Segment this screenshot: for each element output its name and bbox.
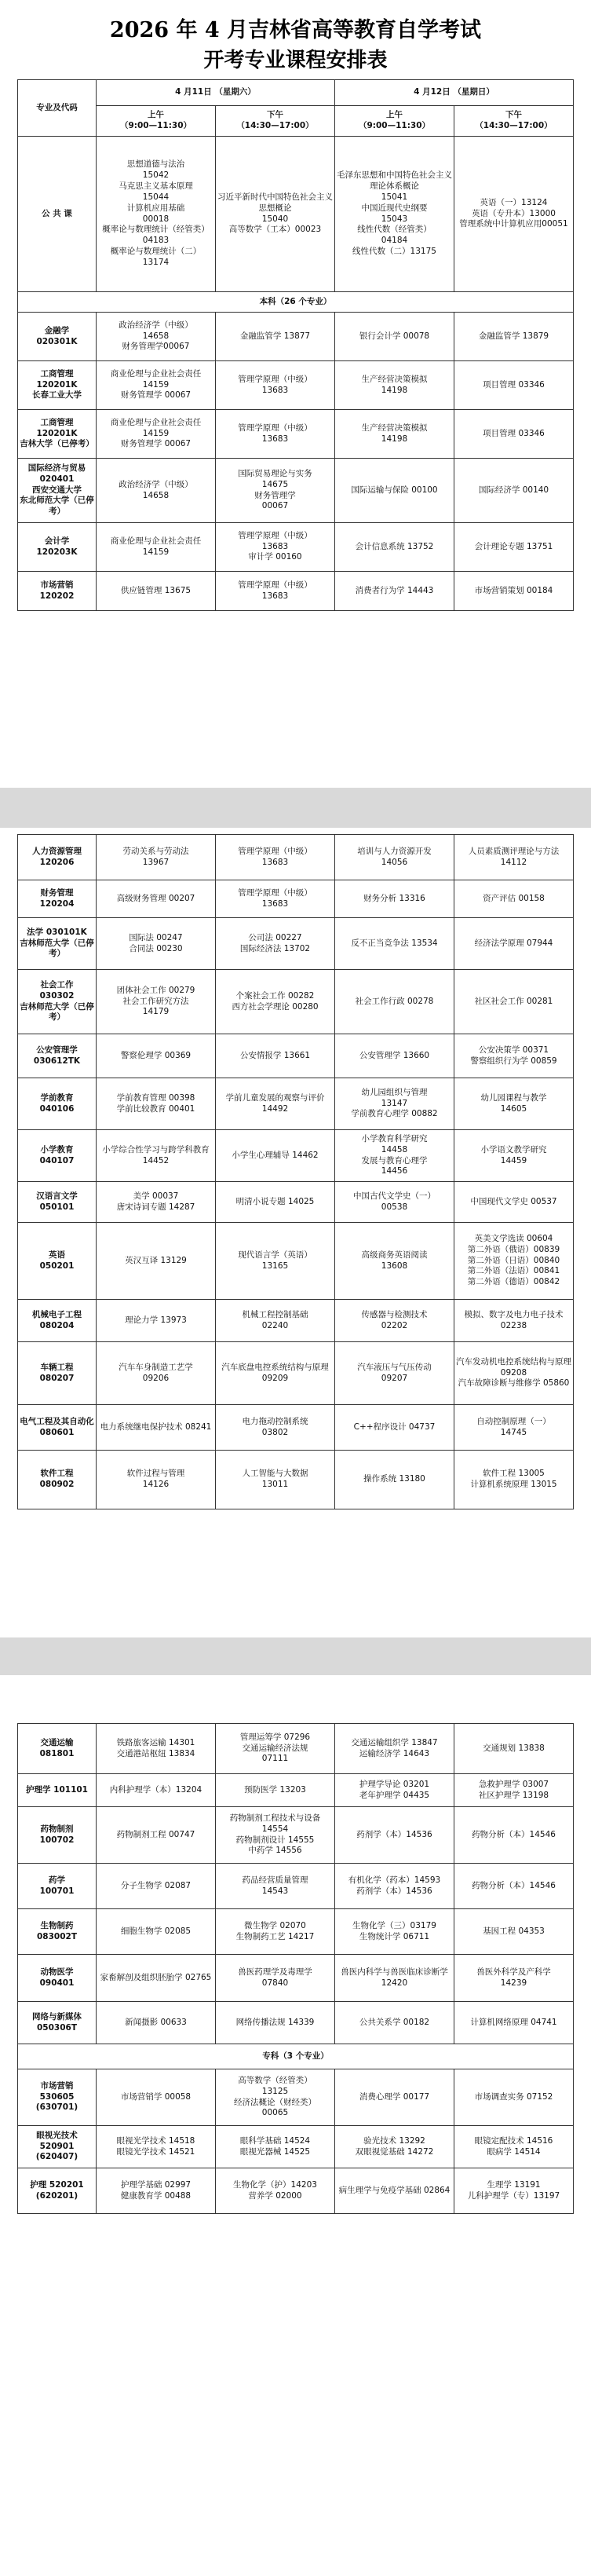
major-row [18,2069,574,2126]
course-cell: 药物分析（本）14546 [454,1807,574,1864]
major-row [18,572,574,611]
major-row [18,835,574,880]
major-row [18,1405,574,1451]
day2-am-header: 上午 （9:00—11:30） [335,106,454,137]
course-cell: 药物制剂工程技术与设备 14554 药物制剂设计 14555 中药学 14556 [216,1807,335,1864]
course-cell: 项目管理 03346 [454,410,574,459]
public-cell: 毛泽东思想和中国特色社会主义理论体系概论 15041 中国近现代史纲要 15043 线性代数（经管类） 04184 线性代数（二）13175 [335,137,454,292]
course-cell: 汽车发动机电控系统结构与原理 09208 汽车故障诊断与维修学 05860 [454,1342,574,1405]
course-cell: 劳动关系与劳动法 13967 [97,835,216,880]
major-name: 国际经济与贸易 020401 西安交通大学 东北师范大学（已停考） [18,459,97,523]
major-name: 护理 520201 (620201) [18,2168,97,2214]
course-cell: 消费者行为学 14443 [335,572,454,611]
course-cell: 高级商务英语阅读 13608 [335,1223,454,1300]
major-name: 会计学 120203K [18,523,97,572]
major-name: 生物制药 083002T [18,1909,97,1955]
course-cell: 小学教育科学研究 14458 发展与教育心理学 14456 [335,1130,454,1182]
course-cell: 幼儿园课程与教学 14605 [454,1078,574,1130]
course-cell: 计算机网络原理 04741 [454,2002,574,2044]
course-cell: 小学语文教学研究 14459 [454,1130,574,1182]
page-gap [0,788,591,828]
major-row [18,1774,574,1807]
course-cell: 管理学原理（中级） 13683 [216,880,335,918]
course-cell: 新闻摄影 00633 [97,2002,216,2044]
major-row [18,1864,574,1909]
public-cell: 思想道德与法治 15042 马克思主义基本原理 15044 计算机应用基础 00018 概率论与数理统计（经管类）04183 概率论与数理统计（二）13174 [97,137,216,292]
course-cell: 生理学 13191 儿科护理学（专）13197 [454,2168,574,2214]
course-cell: 商业伦理与企业社会责任 14159 财务管理学 00067 [97,361,216,410]
schedule-table-page-2 [17,834,574,1509]
day2-header: 4 月12日 （星期日） [335,80,574,106]
major-name: 工商管理 120201K 吉林大学（已停考） [18,410,97,459]
course-cell: 会计信息系统 13752 [335,523,454,572]
course-cell: 管理运筹学 07296 交通运输经济法规 07111 [216,1724,335,1774]
major-row [18,1223,574,1300]
major-name: 学前教育 040106 [18,1078,97,1130]
course-cell: 生产经营决策模拟 14198 [335,410,454,459]
course-cell: 微生物学 02070 生物制药工艺 14217 [216,1909,335,1955]
course-cell: 国际经济学 00140 [454,459,574,523]
document-title: 2026 年 4 月吉林省高等教育自学考试 [109,18,482,42]
major-name: 工商管理 120201K 长春工业大学 [18,361,97,410]
major-name: 交通运输 081801 [18,1724,97,1774]
major-row [18,1182,574,1223]
public-cell: 习近平新时代中国特色社会主义思想概论 15040 高等数学（工本）00023 [216,137,335,292]
course-cell: 交通规划 13838 [454,1724,574,1774]
course-cell: 网络传播法规 14339 [216,2002,335,2044]
major-name: 金融学 020301K [18,313,97,361]
document-subtitle: 开考专业课程安排表 [203,49,388,72]
course-cell: 分子生物学 02087 [97,1864,216,1909]
major-row [18,523,574,572]
course-cell: 软件工程 13005 计算机系统原理 13015 [454,1451,574,1509]
course-cell: 兽医药理学及毒理学 07840 [216,1955,335,2002]
course-cell: 家畜解剖及组织胚胎学 02765 [97,1955,216,2002]
course-cell: 管理学原理（中级） 13683 [216,410,335,459]
course-cell: 国际法 00247 合同法 00230 [97,918,216,970]
course-cell: 兽医外科学及产科学 14239 [454,1955,574,2002]
course-cell: 预防医学 13203 [216,1774,335,1807]
course-cell: 供应链管理 13675 [97,572,216,611]
course-cell: 管理学原理（中级） 13683 [216,361,335,410]
major-row [18,313,574,361]
course-cell: 基因工程 04353 [454,1909,574,1955]
course-cell: 英美文学选读 00604 第二外语（俄语）00839 第二外语（日语）00840 第二外语（法语）00841 第二外语（德语）00842 [454,1223,574,1300]
course-cell: 病生理学与免疫学基础 02864 [335,2168,454,2214]
course-cell: 人员素质测评理论与方法 14112 [454,835,574,880]
course-cell: 管理学原理（中级） 13683 审计学 00160 [216,523,335,572]
major-column-header: 专业及代码 [18,80,97,137]
major-row [18,1909,574,1955]
major-name: 软件工程 080902 [18,1451,97,1509]
course-cell: 高级财务管理 00207 [97,880,216,918]
major-name: 汉语言文学 050101 [18,1182,97,1223]
day1-pm-header: 下午 （14:30—17:00） [216,106,335,137]
course-cell: 管理学原理（中级） 13683 [216,572,335,611]
course-cell: 生物化学（三）03179 生物统计学 06711 [335,1909,454,1955]
major-name: 英语 050201 [18,1223,97,1300]
course-cell: 公安管理学 13660 [335,1034,454,1078]
course-cell: 机械工程控制基础 02240 [216,1300,335,1342]
major-name: 电气工程及其自动化 080601 [18,1405,97,1451]
course-cell: 药物制剂工程 00747 [97,1807,216,1864]
course-cell: 警察伦理学 00369 [97,1034,216,1078]
course-cell: 学前儿童发展的观察与评价 14492 [216,1078,335,1130]
course-cell: 生产经营决策模拟 14198 [335,361,454,410]
major-row [18,1130,574,1182]
course-cell: 中国现代文学史 00537 [454,1182,574,1223]
course-cell: 经济法学原理 07944 [454,918,574,970]
major-row [18,2126,574,2168]
course-cell: 美学 00037 唐宋诗词专题 14287 [97,1182,216,1223]
course-cell: 反不正当竞争法 13534 [335,918,454,970]
course-cell: 管理学原理（中级） 13683 [216,835,335,880]
course-cell: 模拟、数字及电力电子技术 02238 [454,1300,574,1342]
course-cell: 公司法 00227 国际经济法 13702 [216,918,335,970]
major-name: 药学 100701 [18,1864,97,1909]
section-college: 专科（3 个专业） [18,2044,574,2069]
course-cell: 公安情报学 13661 [216,1034,335,1078]
course-cell: 传感器与检测技术 02202 [335,1300,454,1342]
major-name: 法学 030101K 吉林师范大学（已停考） [18,918,97,970]
course-cell: 眼科学基础 14524 眼视光器械 14525 [216,2126,335,2168]
day1-header: 4 月11日 （星期六） [97,80,335,106]
course-cell: 政治经济学（中级） 14658 [97,459,216,523]
course-cell: 电力系统继电保护技术 08241 [97,1405,216,1451]
course-cell: 资产评估 00158 [454,880,574,918]
course-cell: 验光技术 13292 双眼视觉基础 14272 [335,2126,454,2168]
course-cell: 英汉互译 13129 [97,1223,216,1300]
course-cell: 市场营销学 00058 [97,2069,216,2126]
course-cell: 内科护理学（本）13204 [97,1774,216,1807]
course-cell: 软件过程与管理 14126 [97,1451,216,1509]
course-cell: 银行会计学 00078 [335,313,454,361]
course-cell: 铁路旅客运输 14301 交通港站枢纽 13834 [97,1724,216,1774]
course-cell: 药剂学（本）14536 [335,1807,454,1864]
course-cell: 电力拖动控制系统 03802 [216,1405,335,1451]
course-cell: 小学综合性学习与跨学科教育 14452 [97,1130,216,1182]
major-row [18,1451,574,1509]
major-name: 社会工作 030302 吉林师范大学（已停考） [18,970,97,1034]
course-cell: 急救护理学 03007 社区护理学 13198 [454,1774,574,1807]
course-cell: C++程序设计 04737 [335,1405,454,1451]
public-course-label: 公 共 课 [18,137,97,292]
course-cell: 市场调查实务 07152 [454,2069,574,2126]
course-cell: 社区社会工作 00281 [454,970,574,1034]
major-row [18,880,574,918]
section-undergrad: 本科（26 个专业） [18,292,574,313]
course-cell: 项目管理 03346 [454,361,574,410]
major-name: 机械电子工程 080204 [18,1300,97,1342]
course-cell: 团体社会工作 00279 社会工作研究方法 14179 [97,970,216,1034]
major-row [18,1807,574,1864]
course-cell: 政治经济学（中级） 14658 财务管理学00067 [97,313,216,361]
course-cell: 高等数学（经管类） 13125 经济法概论（财经类） 00065 [216,2069,335,2126]
major-name: 药物制剂 100702 [18,1807,97,1864]
course-cell: 公共关系学 00182 [335,2002,454,2044]
major-name: 市场营销 530605 (630701) [18,2069,97,2126]
course-cell: 商业伦理与企业社会责任 14159 财务管理学 00067 [97,410,216,459]
course-cell: 细胞生物学 02085 [97,1909,216,1955]
course-cell: 个案社会工作 00282 西方社会学理论 00280 [216,970,335,1034]
course-cell: 生物化学（护）14203 营养学 02000 [216,2168,335,2214]
course-cell: 公安决策学 00371 警察组织行为学 00859 [454,1034,574,1078]
major-row [18,1342,574,1405]
course-cell: 自动控制原理（一） 14745 [454,1405,574,1451]
major-row [18,361,574,410]
course-cell: 幼儿园组织与管理 13147 学前教育心理学 00882 [335,1078,454,1130]
course-cell: 现代语言学（英语） 13165 [216,1223,335,1300]
major-row [18,2168,574,2214]
course-cell: 培训与人力资源开发 14056 [335,835,454,880]
major-name: 公安管理学 030612TK [18,1034,97,1078]
course-cell: 国际贸易理论与实务 14675 财务管理学 00067 [216,459,335,523]
course-cell: 理论力学 13973 [97,1300,216,1342]
major-row [18,1955,574,2002]
major-name: 网络与新媒体 050306T [18,2002,97,2044]
major-name: 小学教育 040107 [18,1130,97,1182]
schedule-table-page-3 [17,1723,574,2214]
course-cell: 操作系统 13180 [335,1451,454,1509]
course-cell: 明清小说专题 14025 [216,1182,335,1223]
major-name: 财务管理 120204 [18,880,97,918]
course-cell: 社会工作行政 00278 [335,970,454,1034]
major-row [18,2002,574,2044]
course-cell: 学前教育管理 00398 学前比较教育 00401 [97,1078,216,1130]
day2-pm-header: 下午 （14:30—17:00） [454,106,574,137]
major-row [18,918,574,970]
course-cell: 人工智能与大数据 13011 [216,1451,335,1509]
public-cell: 英语（一）13124 英语（专升本）13000 管理系统中计算机应用00051 [454,137,574,292]
major-name: 眼视光技术 520901 (620407) [18,2126,97,2168]
course-cell: 中国古代文学史（一） 00538 [335,1182,454,1223]
public-course-row [18,137,574,292]
major-row [18,970,574,1034]
course-cell: 会计理论专题 13751 [454,523,574,572]
course-cell: 兽医内科学与兽医临床诊断学 12420 [335,1955,454,2002]
major-row [18,1034,574,1078]
major-row [18,1300,574,1342]
major-name: 车辆工程 080207 [18,1342,97,1405]
major-row [18,1078,574,1130]
course-cell: 药物分析（本）14546 [454,1864,574,1909]
course-cell: 汽车底盘电控系统结构与原理 09209 [216,1342,335,1405]
major-row [18,459,574,523]
course-cell: 护理学基础 02997 健康教育学 00488 [97,2168,216,2214]
major-row [18,410,574,459]
course-cell: 交通运输组织学 13847 运输经济学 14643 [335,1724,454,1774]
course-cell: 商业伦理与企业社会责任 14159 [97,523,216,572]
schedule-table-page-1 [17,79,574,611]
course-cell: 国际运输与保险 00100 [335,459,454,523]
course-cell: 市场营销策划 00184 [454,572,574,611]
major-name: 市场营销 120202 [18,572,97,611]
major-name: 动物医学 090401 [18,1955,97,2002]
day1-am-header: 上午 （9:00—11:30） [97,106,216,137]
course-cell: 消费心理学 00177 [335,2069,454,2126]
course-cell: 有机化学（药本）14593 药剂学（本）14536 [335,1864,454,1909]
course-cell: 金融监管学 13879 [454,313,574,361]
course-cell: 药品经营质量管理 14543 [216,1864,335,1909]
course-cell: 财务分析 13316 [335,880,454,918]
course-cell: 护理学导论 03201 老年护理学 04435 [335,1774,454,1807]
course-cell: 金融监管学 13877 [216,313,335,361]
course-cell: 眼视光学技术 14518 眼镜光学技术 14521 [97,2126,216,2168]
major-name: 人力资源管理 120206 [18,835,97,880]
course-cell: 眼镜定配技术 14516 眼病学 14514 [454,2126,574,2168]
major-row [18,1724,574,1774]
course-cell: 小学生心理辅导 14462 [216,1130,335,1182]
page-gap [0,1637,591,1675]
course-cell: 汽车车身制造工艺学 09206 [97,1342,216,1405]
course-cell: 汽车液压与气压传动 09207 [335,1342,454,1405]
major-name: 护理学 101101 [18,1774,97,1807]
